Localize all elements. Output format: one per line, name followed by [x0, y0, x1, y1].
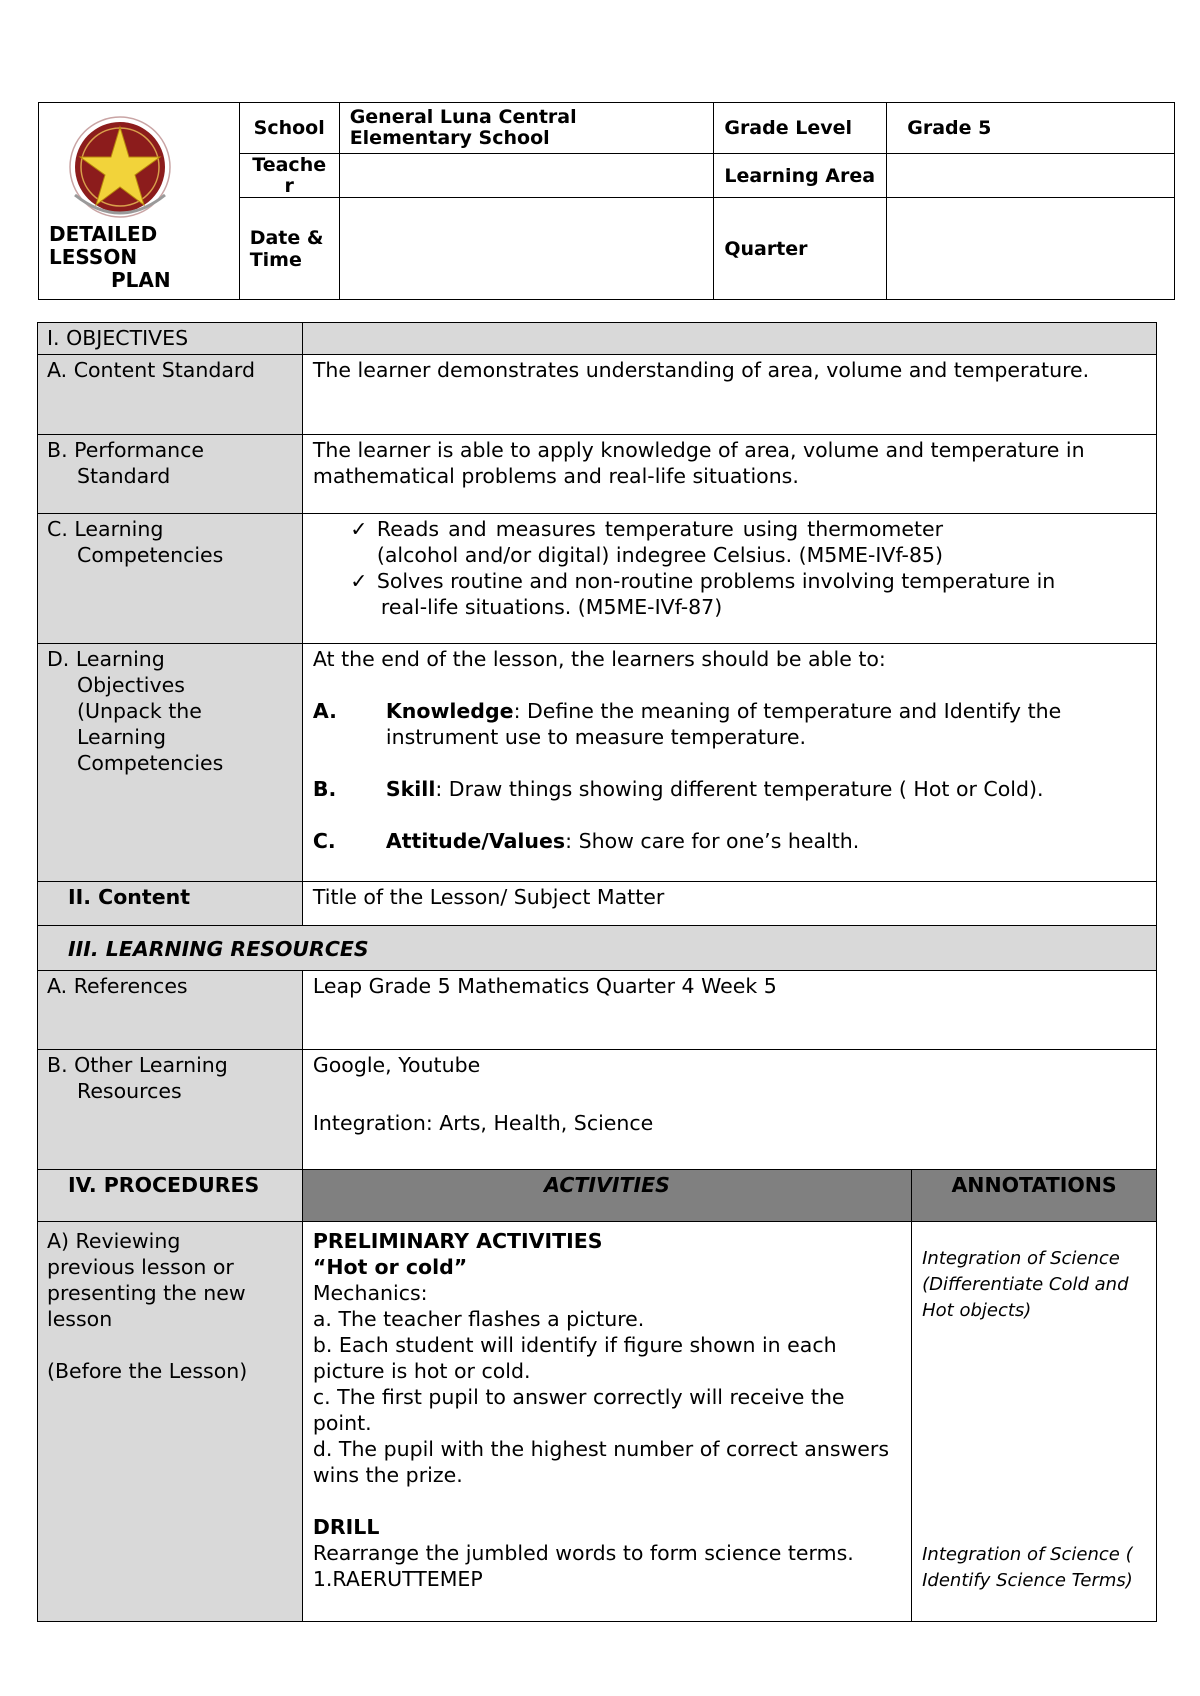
activities-content [302, 1222, 911, 1622]
quarter-value [887, 198, 1175, 300]
performance-standard-label: B. Performance Standard [38, 435, 303, 514]
header-table [38, 102, 1175, 300]
annotations-content [912, 1222, 1157, 1622]
content-standard-text: The learner demonstrates understanding of area, volume and temperature. [302, 355, 1156, 435]
check-icon: ✓ [350, 569, 368, 593]
reviewing-step-label: A) Reviewing previous lesson or presenting the new lesson (Before the Lesson) [38, 1222, 303, 1622]
game-title: “Hot or cold” [312, 1255, 468, 1279]
date-time-label: Date & Time [239, 198, 339, 300]
competency-item: ✓ Solves routine and non-routine problems involving temperature in real-life situations. (M5ME-IVf-87) [341, 568, 1132, 620]
learning-area-label: Learning Area [714, 154, 887, 198]
grade-level-label: Grade Level [714, 103, 887, 154]
check-icon: ✓ [350, 517, 368, 541]
lesson-plan-table [37, 322, 1157, 1622]
competencies-label: C. Learning Competencies [38, 514, 303, 644]
competency-item: ✓ Reads and measures temperature using thermometer (alcohol and/or digital) indegree Celsius. (M5ME-IVf-85) [341, 516, 1132, 568]
learning-objectives-label: D. Learning Objectives (Unpack the Learning Competencies [38, 644, 303, 882]
annotations-heading: ANNOTATIONS [912, 1170, 1157, 1222]
content-text: Title of the Lesson/ Subject Matter [302, 882, 1156, 926]
resources-heading: III. LEARNING RESOURCES [38, 926, 1157, 971]
references-label: A. References [38, 971, 303, 1050]
logo-cell [39, 103, 240, 300]
school-label: School [239, 103, 339, 154]
procedures-heading: IV. PROCEDURES [38, 1170, 303, 1222]
objectives-heading: I. OBJECTIVES [38, 323, 303, 355]
star-seal-icon [61, 113, 179, 225]
other-resources-text: Google, Youtube Integration: Arts, Health, Science [302, 1050, 1156, 1170]
references-text: Leap Grade 5 Mathematics Quarter 4 Week 5 [302, 971, 1156, 1050]
objectives-intro: At the end of the lesson, the learners should be able to: [312, 647, 886, 671]
drill-text: Rearrange the jumbled words to form science terms. [312, 1541, 854, 1565]
quarter-label: Quarter [714, 198, 887, 300]
mechanics-item: c. The first pupil to answer correctly will receive the point. [312, 1385, 845, 1435]
mechanics-item: a. The teacher flashes a picture. [312, 1307, 645, 1331]
learning-objectives-text [302, 644, 1156, 882]
mechanics-label: Mechanics: [312, 1281, 428, 1305]
performance-standard-text: The learner is able to apply knowledge of area, volume and temperature in mathematical problems and real-life situations. [302, 435, 1156, 514]
objectives-heading-blank [302, 323, 1156, 355]
competencies-list [302, 514, 1156, 644]
mechanics-item: d. The pupil with the highest number of correct answers wins the prize. [312, 1437, 890, 1487]
annotation-item: Integration of Science ( Identify Science Terms) [922, 1544, 1133, 1591]
prelim-heading: PRELIMINARY ACTIVITIES [312, 1229, 603, 1253]
objective-knowledge: A. Knowledge: Define the meaning of temperature and Identify the instrument use to measure temperature. [312, 699, 1062, 749]
content-standard-label: A. Content Standard [38, 355, 303, 435]
content-heading: II. Content [38, 882, 303, 926]
teacher-label: Teache r [239, 154, 339, 198]
document-title: DETAILED LESSON PLAN [49, 222, 171, 292]
drill-item: 1.RAERUTTEMEP [312, 1567, 483, 1591]
date-time-value [339, 198, 714, 300]
drill-heading: DRILL [312, 1515, 380, 1539]
teacher-value [339, 154, 714, 198]
objective-skill: B. Skill: Draw things showing different temperature ( Hot or Cold). [312, 777, 1044, 801]
annotation-item: Integration of Science (Differentiate Cold and Hot objects) [922, 1248, 1129, 1321]
mechanics-item: b. Each student will identify if figure shown in each picture is hot or cold. [312, 1333, 837, 1383]
grade-level-value: Grade 5 [887, 103, 1175, 154]
objective-attitude: C. Attitude/Values: Show care for one’s health. [312, 829, 860, 853]
school-value: General Luna Central Elementary School [339, 103, 714, 154]
learning-area-value [887, 154, 1175, 198]
other-resources-label: B. Other Learning Resources [38, 1050, 303, 1170]
activities-heading: ACTIVITIES [302, 1170, 911, 1222]
